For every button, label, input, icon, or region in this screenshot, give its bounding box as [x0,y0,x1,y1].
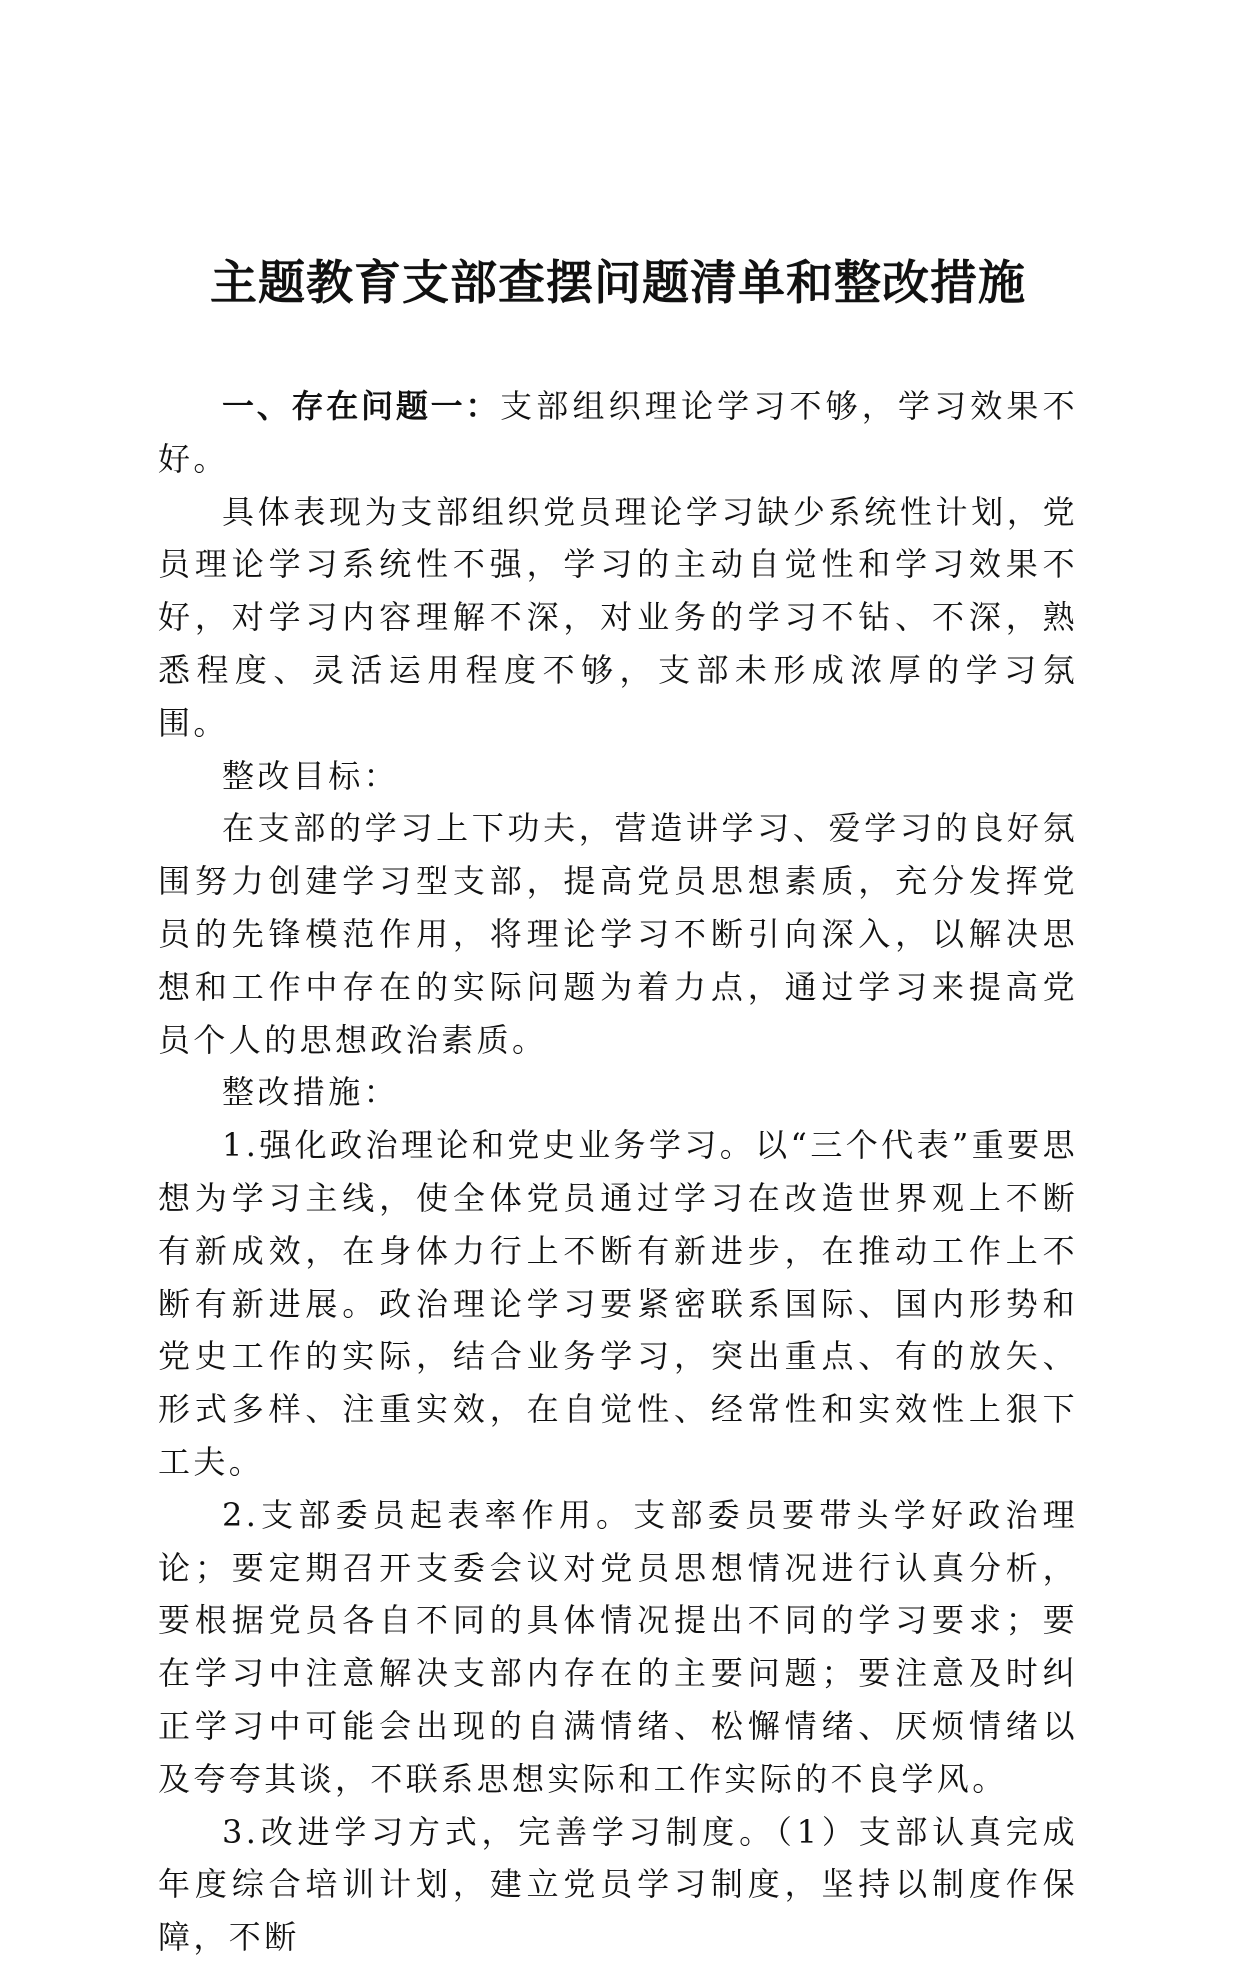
measures-label: 整改措施： [222,1073,400,1112]
document-title: 主题教育支部查摆问题清单和整改措施 [210,256,1026,311]
measure-item-2: 2.支部委员起表率作用。支部委员要带头学好政治理论；要定期召开支委会议对党员思想情况进行认真分析，要根据党员各自不同的具体情况提出不同的学习要求；要在学习中注意解决支部内存在的主要问题；要注意及时纠正学习中可能会出现的自满情绪、松懈情绪、厌烦情绪以及夸夸其谈，不联系思想实际和工作实际的不良学风。 [158,1495,1078,1798]
section-heading-lead: 一、存在问题一： [222,387,501,425]
document-page [158,0,1078,1957]
measure-item-3: 3.改进学习方式，完善学习制度。（1）支部认真完成年度综合培训计划，建立党员学习制度，坚持以制度作保障，不断 [158,1812,1078,1957]
measure-item-1: 1.强化政治理论和党史业务学习。以“三个代表”重要思想为学习主线，使全体党员通过学习在改造世界观上不断有新成效，在身体力行上不断有新进步，在推动工作上不断有新进展。政治理论学习要紧密联系国际、国内形势和党史工作的实际，结合业务学习，突出重点、有的放矢、形式多样、注重实效，在自觉性、经常性和实效性上狠下工夫。 [158,1126,1078,1481]
section-heading-rest: 支部组织理论学习不够，学习效果不好。 [158,387,1078,478]
section-heading [158,380,1078,486]
document-body [158,380,1078,1964]
goal-text: 在支部的学习上下功夫，营造讲学习、爱学习的良好氛围努力创建学习型支部，提高党员思想素质，充分发挥党员的先锋模范作用，将理论学习不断引向深入，以解决思想和工作中存在的实际问题为着力点，通过学习来提高党员个人的思想政治素质。 [158,809,1078,1059]
goal-label: 整改目标： [222,756,400,795]
problem-description: 具体表现为支部组织党员理论学习缺少系统性计划，党员理论学习系统性不强，学习的主动自觉性和学习效果不好，对学习内容理解不深，对业务的学习不钻、不深，熟悉程度、灵活运用程度不够，支部未形成浓厚的学习氛围。 [158,492,1078,742]
